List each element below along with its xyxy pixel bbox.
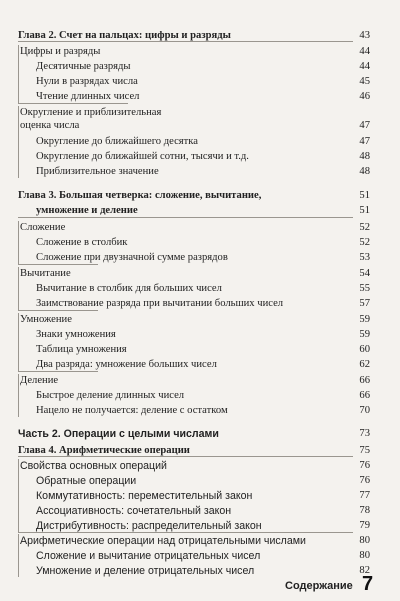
section-bracket: [18, 313, 19, 371]
toc-page-number: 51: [359, 205, 370, 216]
toc-entry-title: Арифметические операции над отрицательными числами: [20, 535, 306, 547]
toc-entry-title: умножение и деление: [36, 205, 138, 216]
separator-line: [18, 264, 98, 265]
toc-entry-title: Заимствование разряда при вычитании больших чисел: [36, 298, 284, 309]
toc-entry-title: Сложение: [20, 222, 66, 233]
running-footer-label: Содержание: [285, 580, 353, 592]
toc-page-number: 59: [359, 329, 370, 340]
section-bracket: [18, 106, 19, 178]
section-bracket: [18, 221, 19, 264]
toc-entry-title: Два разряда: умножение больших чисел: [36, 359, 217, 370]
separator-line: [18, 217, 353, 218]
section-bracket: [18, 374, 19, 417]
toc-entry-title: Глава 2. Счет на пальцах: цифры и разряды: [18, 30, 231, 41]
toc-entry-title: Глава 4. Арифметические операции: [18, 445, 190, 456]
toc-page-number: 60: [359, 344, 370, 355]
toc-page-number: 45: [359, 76, 370, 87]
toc-page-number: 46: [359, 91, 370, 102]
toc-page-number: 78: [359, 505, 370, 516]
toc-page-number: 44: [359, 61, 370, 72]
toc-page-number: 80: [359, 535, 370, 546]
toc-entry-title: Знаки умножения: [36, 329, 116, 340]
toc-page-number: 76: [359, 460, 370, 471]
toc-page-number: 59: [359, 314, 370, 325]
section-bracket: [18, 459, 19, 532]
toc-page-number: 76: [359, 475, 370, 486]
section-bracket: [18, 267, 19, 310]
toc-page-number: 70: [359, 405, 370, 416]
toc-entry-title: Умножение: [20, 314, 72, 325]
toc-entry-title: Сложение в столбик: [36, 237, 128, 248]
toc-page-number: 66: [359, 390, 370, 401]
toc-page-number: 52: [359, 237, 370, 248]
toc-page-number: 47: [359, 120, 370, 131]
toc-entry-title: Округление до ближайшей сотни, тысячи и т.д.: [36, 151, 249, 162]
toc-page-number: 48: [359, 151, 370, 162]
section-bracket: [18, 45, 19, 103]
toc-entry-title: оценка числа: [20, 120, 80, 131]
separator-line: [18, 532, 353, 533]
toc-entry-title: Округление до ближайшего десятка: [36, 136, 198, 147]
toc-entry-title: Сложение и вычитание отрицательных чисел: [36, 550, 261, 562]
toc-page-number: 52: [359, 222, 370, 233]
separator-line: [18, 310, 98, 311]
separator-line: [18, 371, 98, 372]
toc-entry-title: Быстрое деление длинных чисел: [36, 390, 185, 401]
toc-page-number: 43: [359, 30, 370, 41]
toc-page-number: 55: [359, 283, 370, 294]
toc-entry-title: Обратные операции: [36, 475, 137, 487]
toc-entry-title: Сложение при двузначной сумме разрядов: [36, 252, 228, 263]
toc-page-number: 44: [359, 46, 370, 57]
toc-entry-title: Цифры и разряды: [20, 46, 101, 57]
toc-page-number: 80: [359, 550, 370, 561]
toc-entry-title: Таблица умножения: [36, 344, 127, 355]
toc-page-number: 47: [359, 136, 370, 147]
toc-page-number: 75: [359, 445, 370, 456]
toc-page-number: 82: [359, 565, 370, 576]
toc-page-number: 57: [359, 298, 370, 309]
toc-page-number: 48: [359, 166, 370, 177]
toc-entry-title: Деление: [20, 375, 59, 386]
toc-entry-title: Ассоциативность: сочетательный закон: [36, 505, 232, 517]
toc-entry-title: Чтение длинных чисел: [36, 91, 140, 102]
toc-entry-title: Приблизительное значение: [36, 166, 159, 177]
toc-entry-title: Десятичные разряды: [36, 61, 131, 72]
toc-entry-title: Часть 2. Операции с целыми числами: [18, 428, 219, 440]
toc-page-number: 73: [359, 428, 370, 439]
section-bracket: [18, 534, 19, 577]
toc-entry-title: Нули в разрядах числа: [36, 76, 138, 87]
toc-page-number: 66: [359, 375, 370, 386]
toc-page-number: 54: [359, 268, 370, 279]
page-number: 7: [362, 573, 374, 595]
toc-page-number: 62: [359, 359, 370, 370]
toc-entry-title: Глава 3. Большая четверка: сложение, вычитание,: [18, 190, 262, 201]
separator-line: [18, 41, 353, 42]
toc-entry-title: Округление и приблизительная: [20, 107, 162, 118]
toc-page-number: 77: [359, 490, 370, 501]
toc-entry-title: Дистрибутивность: распределительный закон: [36, 520, 262, 532]
toc-page-number: 53: [359, 252, 370, 263]
separator-line: [18, 456, 353, 457]
toc-entry-title: Вычитание в столбик для больших чисел: [36, 283, 222, 294]
toc-entry-title: Нацело не получается: деление с остатком: [36, 405, 228, 416]
toc-entry-title: Коммутативность: переместительный закон: [36, 490, 253, 502]
toc-entry-title: Вычитание: [20, 268, 71, 279]
toc-entry-title: Умножение и деление отрицательных чисел: [36, 565, 255, 577]
toc-page-number: 79: [359, 520, 370, 531]
toc-entry-title: Свойства основных операций: [20, 460, 167, 472]
toc-page-number: 51: [359, 190, 370, 201]
separator-line: [18, 103, 128, 104]
